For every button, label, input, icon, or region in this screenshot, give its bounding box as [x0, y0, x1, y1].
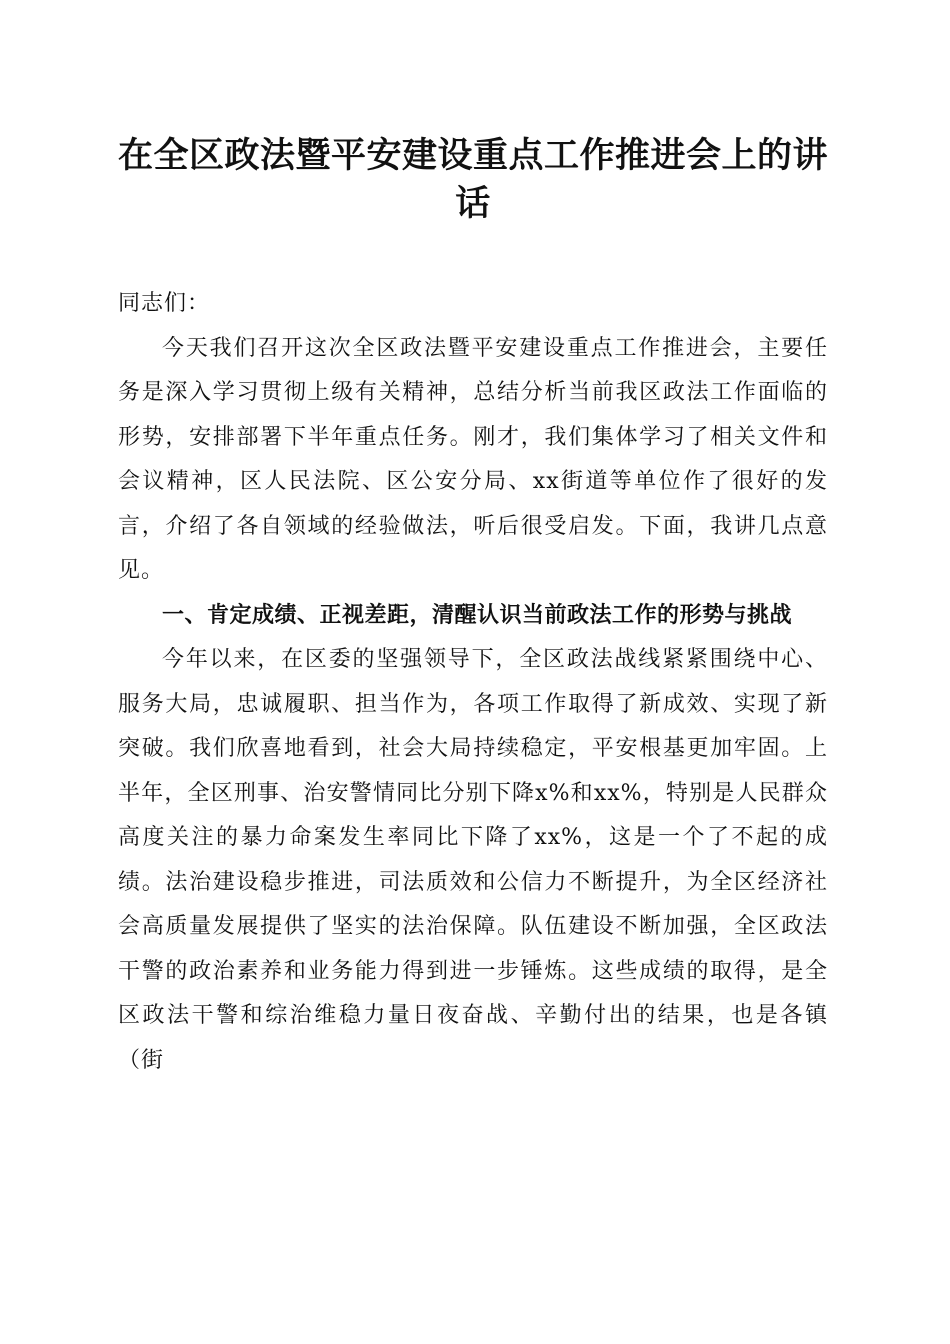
document-title: 在全区政法暨平安建设重点工作推进会上的讲话 [118, 136, 829, 224]
document-body [118, 282, 828, 1083]
document-page [118, 132, 828, 1083]
section-1-paragraph: 今年以来，在区委的坚强领导下，全区政法战线紧紧围绕中心、服务大局，忠诚履职、担当作为，各项工作取得了新成效、实现了新突破。我们欣喜地看到，社会大局持续稳定，平安根基更加牢固。上半年，全区刑事、治安警情同比分别下降x%和xx%，特别是人民群众高度关注的暴力命案发生率同比下降了xx%，这是一个了不起的成绩。法治建设稳步推进，司法质效和公信力不断提升，为全区经济社会高质量发展提供了坚实的法治保障。队伍建设不断加强，全区政法干警的政治素养和业务能力得到进一步锤炼。这些成绩的取得，是全区政法干警和综治维稳力量日夜奋战、辛勤付出的结果，也是各镇（街 [118, 647, 828, 1073]
intro-paragraph: 今天我们召开这次全区政法暨平安建设重点工作推进会，主要任务是深入学习贯彻上级有关精神，总结分析当前我区政法工作面临的形势，安排部署下半年重点任务。刚才，我们集体学习了相关文件和会议精神，区人民法院、区公安分局、xx街道等单位作了很好的发言，介绍了各自领域的经验做法，听后很受启发。下面，我讲几点意见。 [118, 335, 828, 583]
salutation: 同志们： [118, 291, 211, 316]
section-heading-1: 一、肯定成绩、正视差距，清醒认识当前政法工作的形势与挑战 [162, 602, 793, 628]
